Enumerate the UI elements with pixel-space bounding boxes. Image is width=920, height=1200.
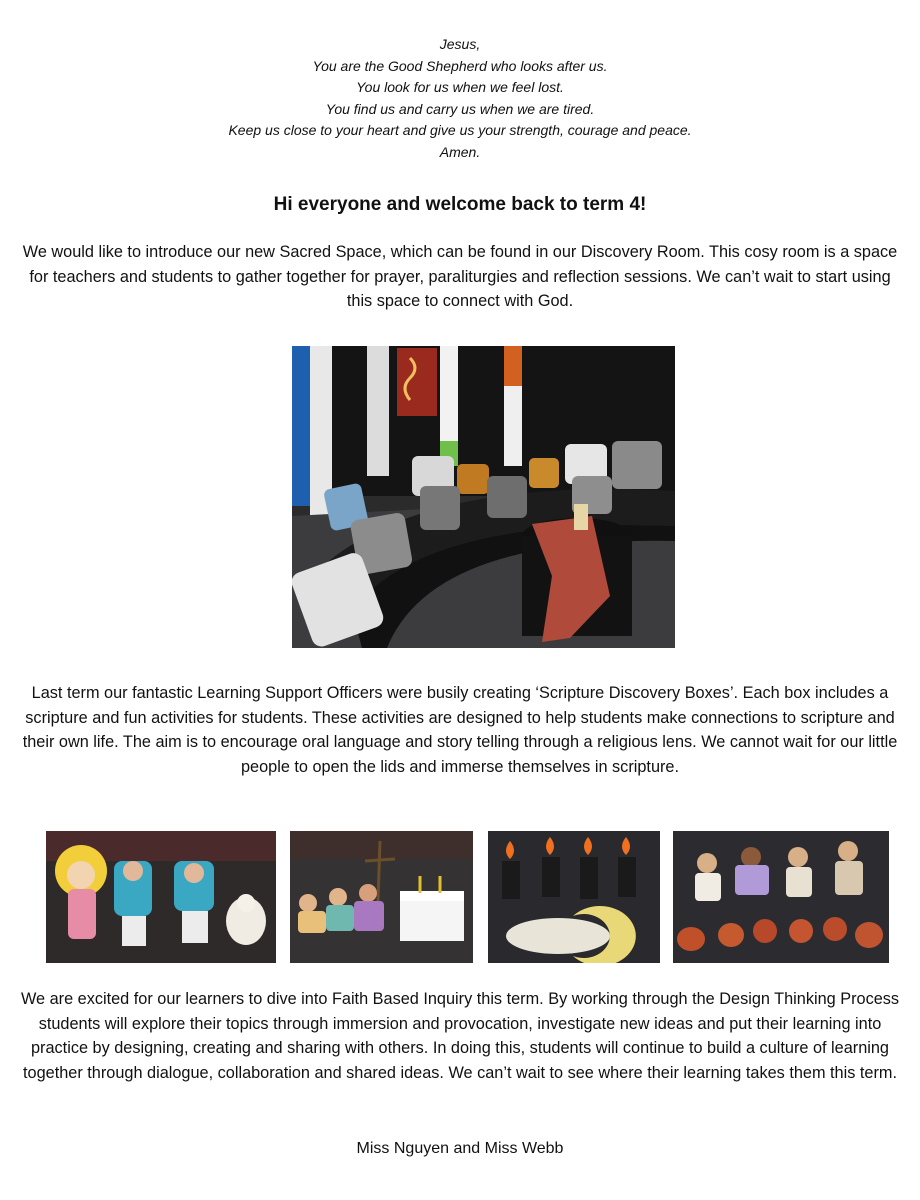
- sacred-space-photo: [292, 346, 675, 648]
- signoff: Miss Nguyen and Miss Webb: [356, 1140, 564, 1157]
- scripture-box-photo-1: [46, 831, 276, 963]
- prayer-line: Amen.: [439, 143, 481, 160]
- faith-inquiry-paragraph: We are excited for our learners to dive into Faith Based Inquiry this term. By working through the Design Thinking Process students will explore their topics through immersion and provocation, investigate new ideas and put their learning into practice by designing, creating and sharing with others. In doing this, students will continue to build a culture of learning together through dialogue, collaboration and shared ideas. We can’t wait to see where their learning takes them this term.: [20, 990, 900, 1082]
- opening-prayer: [0, 34, 920, 163]
- prayer-line: Jesus,: [439, 36, 481, 52]
- prayer-line: You look for us when we feel lost.: [356, 79, 564, 95]
- sacred-space-paragraph: We would like to introduce our new Sacred Space, which can be found in our Discovery Room. This cosy room is a space for teachers and students to gather together for prayer, paraliturgies and reflection sessions. We can’t wait to start using this space to connect with God.: [22, 243, 898, 310]
- scripture-box-photo-2: [290, 831, 473, 963]
- welcome-heading: Hi everyone and welcome back to term 4!: [273, 194, 647, 215]
- prayer-line: You find us and carry us when we are tired.: [325, 100, 595, 117]
- scripture-box-photo-4: [673, 831, 889, 963]
- discovery-boxes-paragraph: Last term our fantastic Learning Support Officers were busily creating ‘Scripture Discovery Boxes’. Each box includes a scripture and fun activities for students. These activities are designed to help students make connections to scripture and their own life. The aim is to encourage oral language and story telling through a religious lens. We cannot wait for our little people to open the lids and immerse themselves in scripture.: [22, 684, 898, 776]
- prayer-line: You are the Good Shepherd who looks after us.: [312, 57, 608, 74]
- scripture-box-photo-3: [488, 831, 660, 963]
- prayer-line: Keep us close to your heart and give us your strength, courage and peace.: [228, 122, 692, 138]
